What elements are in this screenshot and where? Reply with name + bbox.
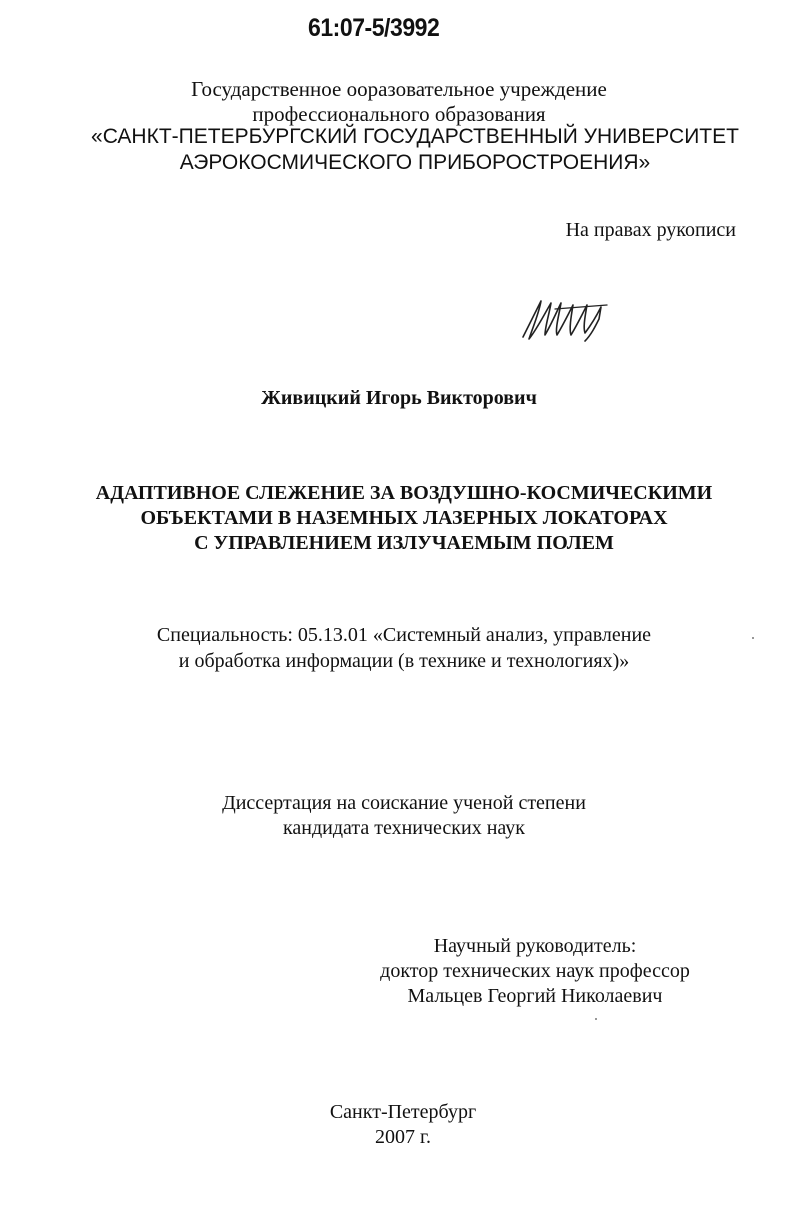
- institution-line-2: профессионального образования: [252, 102, 546, 126]
- degree-line-1: Диссертация на соискание ученой степени: [222, 792, 586, 814]
- title-line-2: ОБЪЕКТАМИ В НАЗЕМНЫХ ЛАЗЕРНЫХ ЛОКАТОРАХ: [140, 507, 668, 529]
- archive-stamp-number: 61:07-5/3992: [308, 14, 440, 42]
- manuscript-rights-note: На правах рукописи: [565, 219, 736, 241]
- supervisor-degree: доктор технических наук профессор: [380, 960, 690, 982]
- supervisor-name: Мальцев Георгий Николаевич: [407, 985, 663, 1007]
- year: 2007 г.: [375, 1126, 431, 1148]
- scan-speck: [752, 637, 754, 639]
- title-line-1: АДАПТИВНОЕ СЛЕЖЕНИЕ ЗА ВОЗДУШНО-КОСМИЧЕСКИМИ: [95, 482, 713, 504]
- supervisor-label: Научный руководитель:: [433, 935, 637, 957]
- specialty-line-1: Специальность: 05.13.01 «Системный анализ, управление: [156, 624, 652, 646]
- degree-line-2: кандидата технических наук: [282, 817, 526, 839]
- institution-line-1: Государственное ооразовательное учреждение: [191, 77, 607, 101]
- author-name: Живицкий Игорь Викторович: [261, 387, 537, 409]
- scan-speck: [595, 1018, 597, 1020]
- institution-line-4: АЭРОКОСМИЧЕСКОГО ПРИБОРОСТРОЕНИЯ»: [179, 151, 651, 174]
- city: Санкт-Петербург: [329, 1101, 477, 1123]
- title-line-3: С УПРАВЛЕНИЕМ ИЗЛУЧАЕМЫМ ПОЛЕМ: [194, 532, 614, 554]
- handwritten-signature: [515, 295, 615, 345]
- institution-line-3: «САНКТ-ПЕТЕРБУРГСКИЙ ГОСУДАРСТВЕННЫЙ УНИВЕРСИТЕТ: [91, 125, 739, 148]
- specialty-line-2: и обработка информации (в технике и технологиях)»: [178, 650, 630, 672]
